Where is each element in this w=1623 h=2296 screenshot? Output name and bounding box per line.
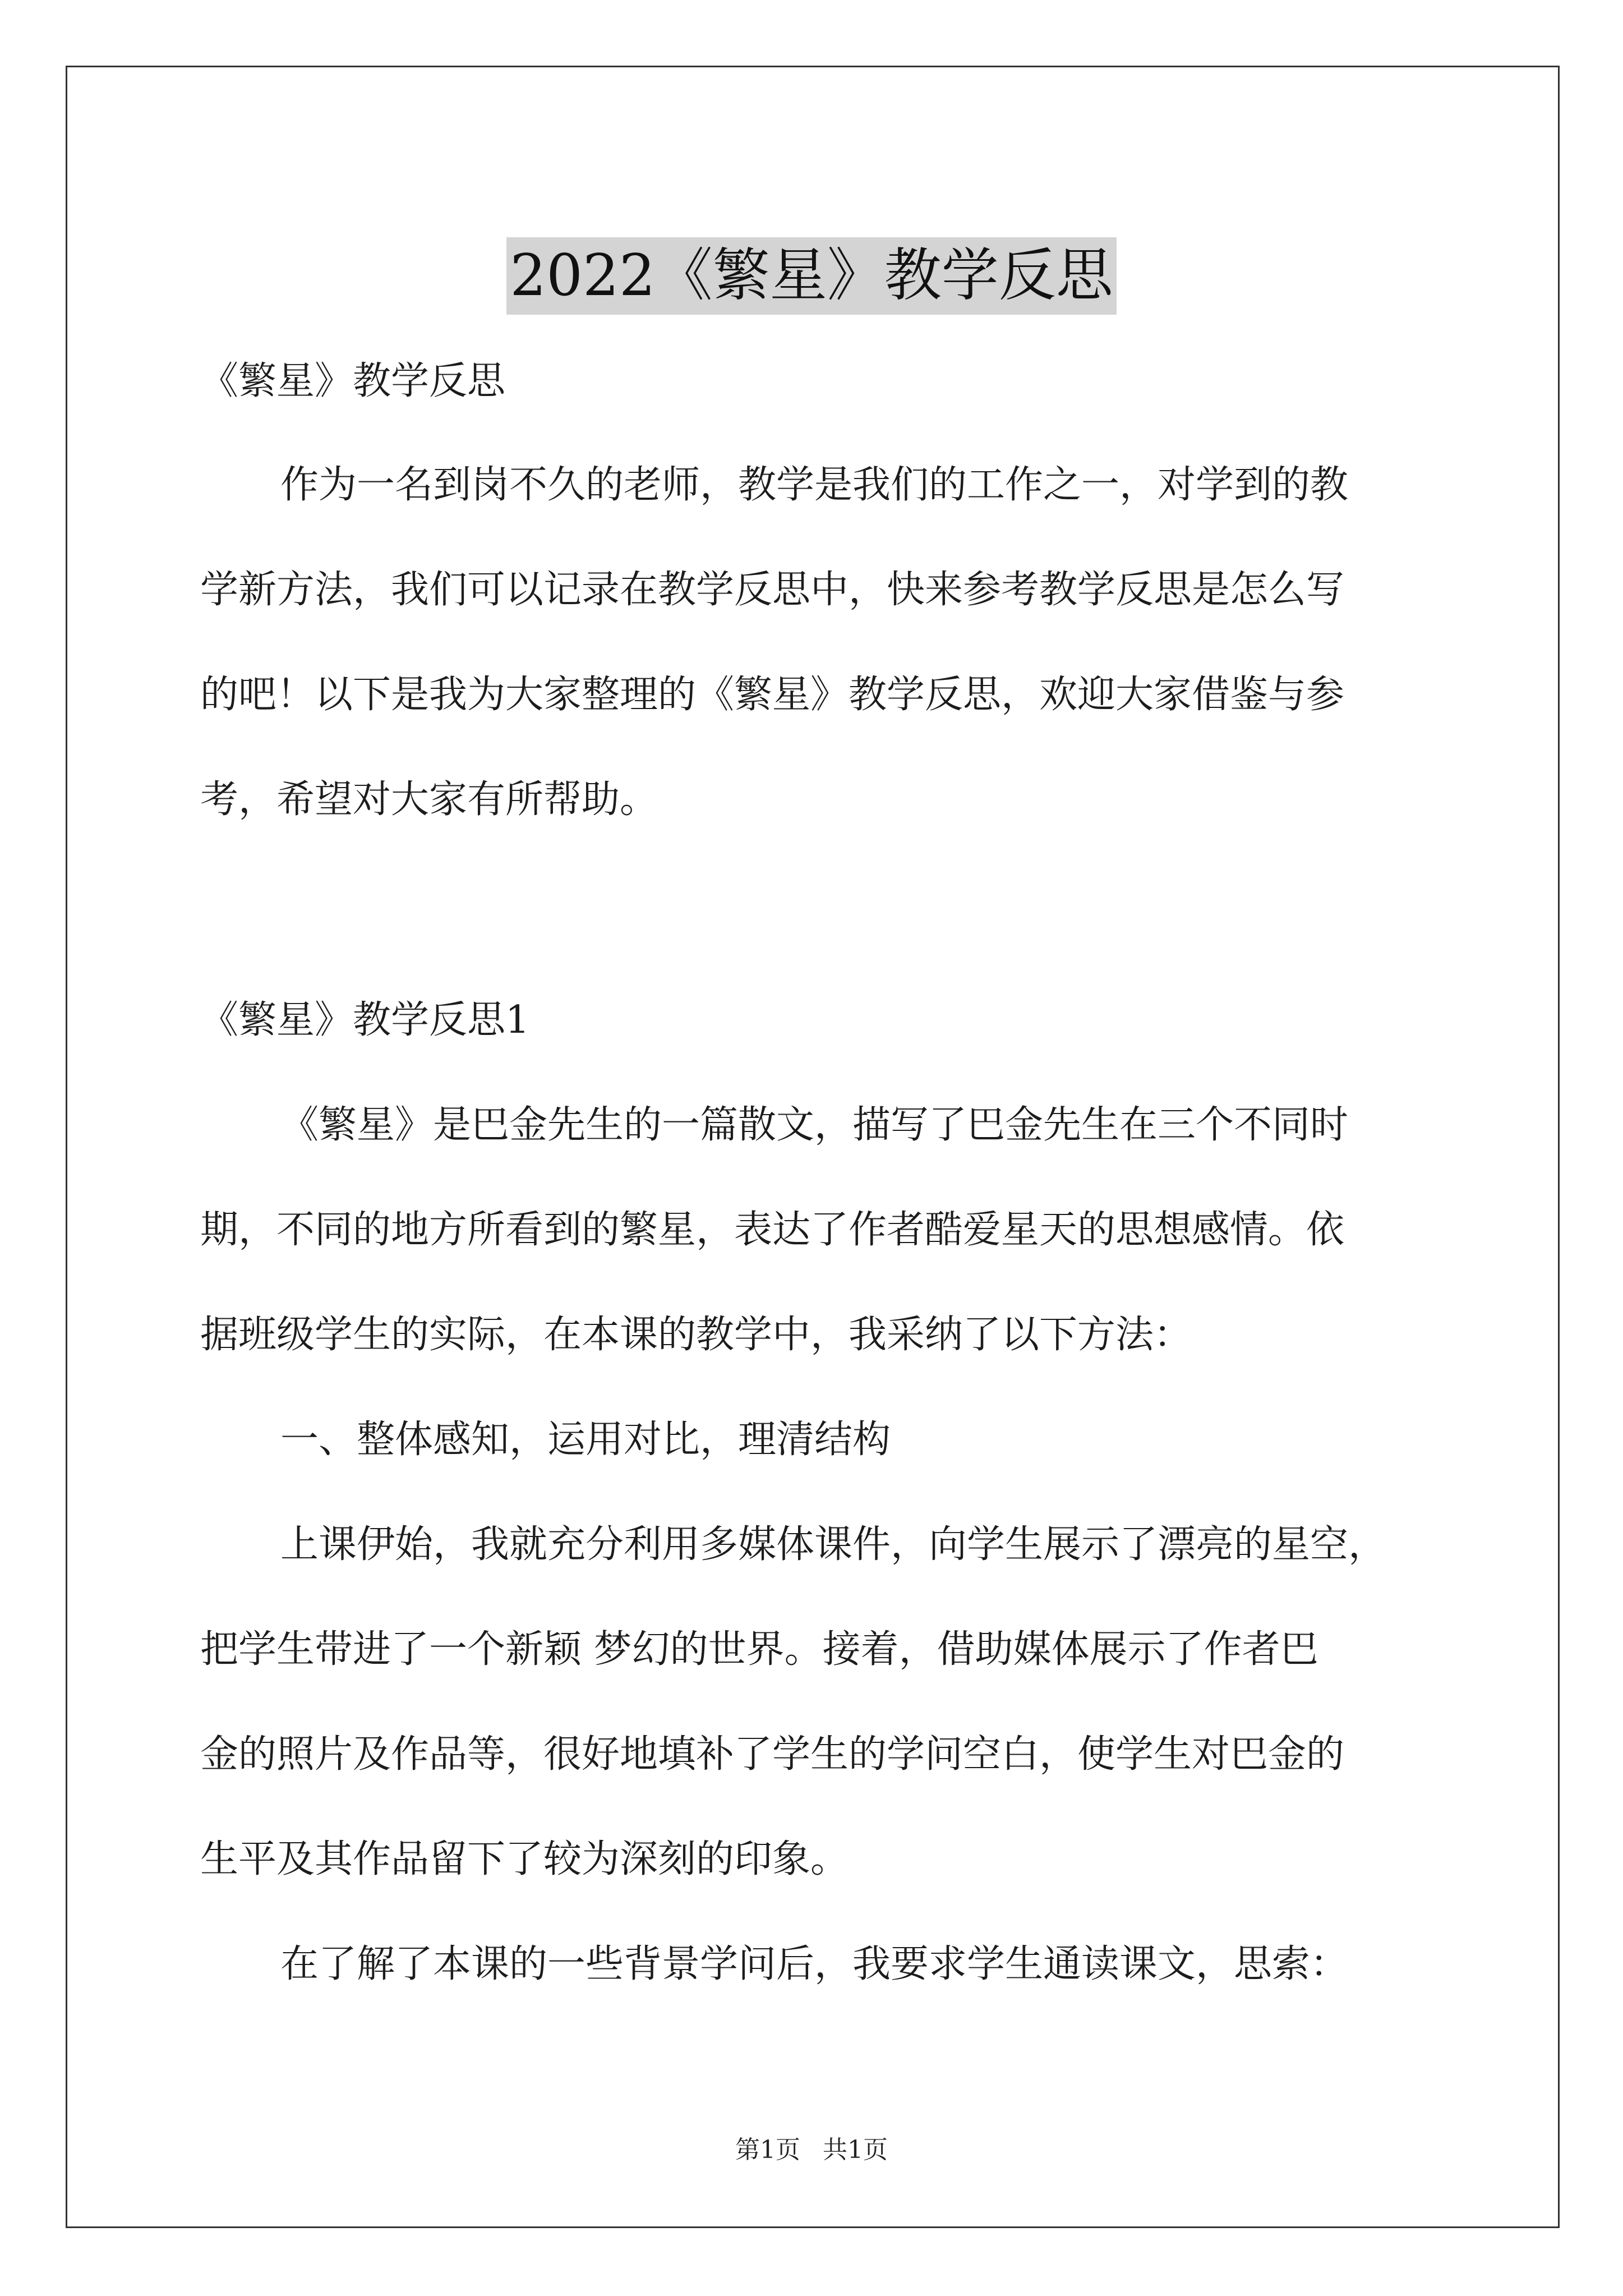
paragraph-line: 在了解了本课的一些背景学问后，我要求学生通读课文，思索： bbox=[280, 1942, 1349, 1986]
page-footer bbox=[0, 2133, 1623, 2167]
paragraph-line: 据班级学生的实际，在本课的教学中，我采纳了以下方法： bbox=[200, 1313, 1192, 1357]
paragraph-line: 《繁星》是巴金先生的一篇散文，描写了巴金先生在三个不同时 bbox=[280, 1103, 1349, 1147]
intro-line-3: 的吧！以下是我为大家整理的《繁星》教学反思，欢迎大家借鉴与参 bbox=[200, 673, 1345, 717]
page-number: 第1页 bbox=[735, 2136, 800, 2164]
document-title: 2022《繁星》教学反思 bbox=[506, 237, 1117, 315]
paragraph-line: 金的照片及作品等，很好地填补了学生的学问空白，使学生对巴金的 bbox=[200, 1732, 1345, 1777]
intro-line-4: 考，希望对大家有所帮助。 bbox=[200, 777, 658, 822]
page-total: 共1页 bbox=[823, 2136, 888, 2164]
paragraph-line: 期，不同的地方所看到的繁星，表达了作者酷爱星天的思想感情。依 bbox=[200, 1208, 1345, 1252]
intro-line-1: 作为一名到岗不久的老师，教学是我们的工作之一，对学到的教 bbox=[280, 463, 1349, 507]
document-subtitle: 《繁星》教学反思 bbox=[200, 359, 506, 403]
point-heading: 一、整体感知，运用对比，理清结构 bbox=[280, 1418, 891, 1462]
paragraph-line: 把学生带进了一个新颖 梦幻的世界。接着，借助媒体展示了作者巴 bbox=[200, 1627, 1318, 1672]
section-heading: 《繁星》教学反思1 bbox=[200, 998, 530, 1042]
paragraph-line: 生平及其作品留下了较为深刻的印象。 bbox=[200, 1837, 849, 1881]
paragraph-line: 上课伊始，我就充分利用多媒体课件，向学生展示了漂亮的星空， bbox=[280, 1522, 1387, 1567]
intro-line-2: 学新方法，我们可以记录在教学反思中，快来参考教学反思是怎么写 bbox=[200, 568, 1345, 612]
title-container bbox=[0, 199, 1623, 353]
